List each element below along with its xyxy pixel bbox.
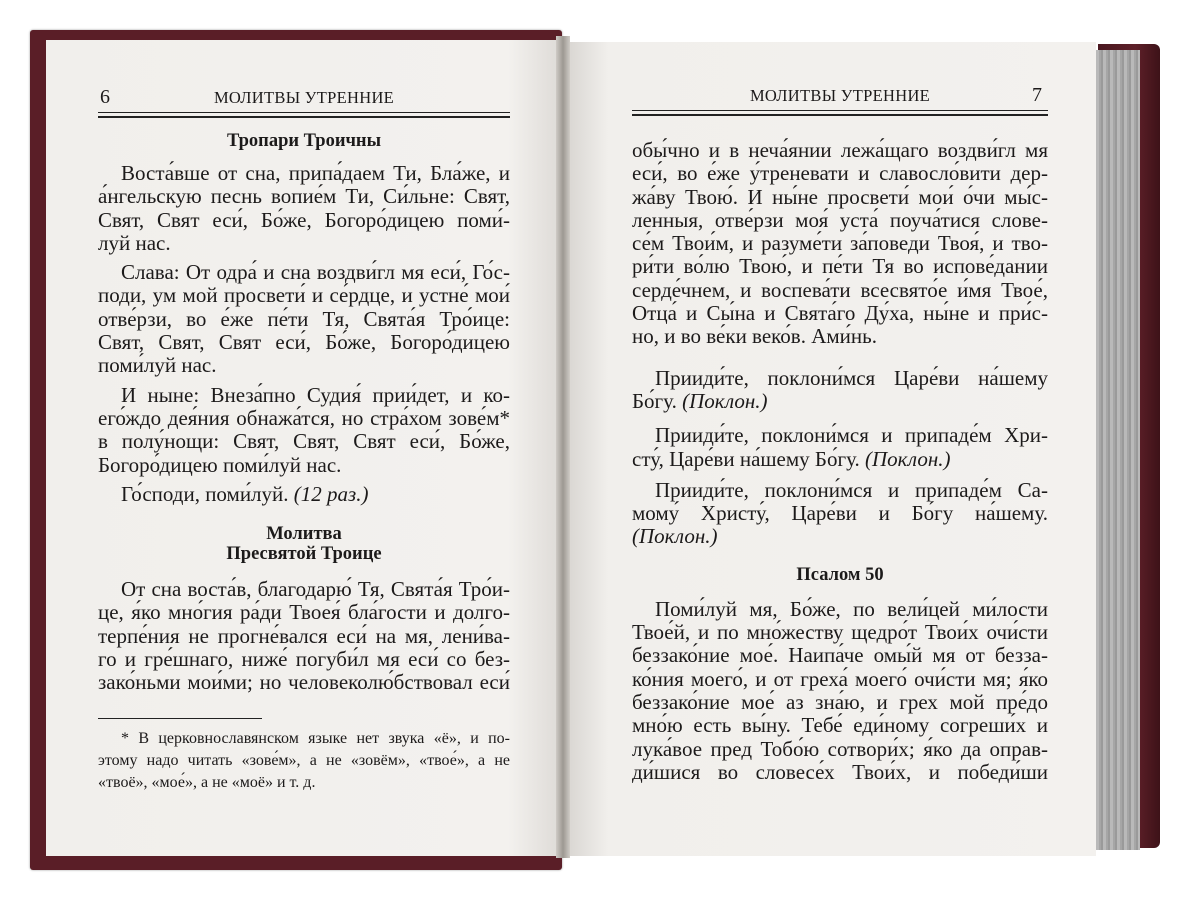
page-number: 6 (100, 86, 110, 108)
paragraph (98, 261, 510, 377)
text-block (632, 139, 1048, 549)
footnote-rule (98, 718, 262, 719)
paragraph (632, 139, 1048, 349)
text-line (98, 483, 510, 506)
paragraph (632, 424, 1048, 471)
text-line: ко́ния моего́, и от греха́ моего́ очи́сти мя; я́ко (632, 666, 1048, 691)
text-line: лука́вое пред Тобо́ю сотвори́х; я́ко да оправ- (632, 736, 1048, 761)
text-line: а́нгельскую песнь вопие́м Ти, Си́льне: Свят, (98, 184, 510, 209)
text-line: жа́ву Твою́. И ны́не просвети́ мои́ о́чи мы́с- (632, 184, 1048, 209)
text-segment: сту́, Царе́ви на́шему Бо́гу. (632, 446, 865, 471)
text-line: Свят, Свят, Свят еси́, Бо́же, Богоро́дицею (98, 330, 510, 355)
text-line: ри́ти во́лю Твою́, и пе́ти Тя во испове́дании (632, 254, 1048, 279)
text-line: И ныне: Внеза́пно Судия́ прии́дет, и ко- (121, 382, 510, 407)
text-line: ленныя, отве́рзи моя́ уста́ поуча́тися слове- (632, 207, 1048, 232)
paragraph (98, 384, 510, 477)
page-block-edges (1094, 50, 1140, 850)
text-line: Прииди́те, поклони́мся и припаде́м Са- (655, 477, 1048, 502)
text-line: серде́чнем, и воспева́ти всесвято́е и́мя Твое́, (632, 277, 1048, 302)
header-rule (632, 110, 1048, 111)
book-gutter (556, 36, 570, 858)
right-text-column (632, 139, 1048, 784)
paragraph (98, 162, 510, 255)
text-line: Свят, Свят еси́, Бо́же, Богоро́дицею поми́- (98, 207, 510, 232)
text-line: се́м Твои́м, и разуме́ти за́поведи Твоя́, и тво- (632, 231, 1048, 256)
paragraph (98, 578, 510, 694)
italic-rubric: (12 раз.) (293, 481, 369, 506)
text-block (98, 162, 510, 506)
text-line (632, 390, 1048, 413)
section-title: Псалом 50 (796, 564, 884, 585)
text-block (632, 598, 1048, 784)
text-line: го и гре́шнаго, ниже́ погуби́л мя еси́ со без- (98, 647, 510, 672)
text-line: поди, ум мой просвети́ и се́рдце, и устне́ мои́ (98, 283, 510, 308)
paragraph (98, 483, 510, 506)
header-rule (632, 114, 1048, 116)
header-rule (98, 112, 510, 113)
page-number: 7 (1032, 84, 1042, 106)
text-line: Отца́ и Сы́на и Свята́го Ду́ха, ны́не и при́с- (632, 301, 1048, 326)
text-block (98, 578, 510, 694)
text-line: це, я́ко мно́гия ра́ди Твоея́ бла́гости и долго- (98, 600, 510, 625)
left-text-column (98, 131, 510, 695)
italic-rubric: (Поклон.) (682, 388, 768, 413)
text-line: беззако́ние мое́. Наипа́че омы́й мя от безза- (632, 643, 1048, 668)
text-line: Прииди́те, поклони́мся и припаде́м Хри- (655, 423, 1048, 448)
text-line: отве́рзи, во е́же пе́ти Тя, Свята́я Тро́ице: (98, 306, 510, 331)
section-title: Тропари Троичны (226, 131, 382, 151)
text-line: Поми́луй мя, Бо́же, по вели́цей ми́лости (655, 596, 1048, 621)
text-line: его́ждо дея́ния обнажа́тся, но стра́хом зове́м* (98, 405, 510, 430)
footnote-line: «твоё», «мое́», а не «моё» и т. д. (98, 774, 316, 791)
text-line: Прииди́те, поклони́мся Царе́ви на́шему (655, 365, 1048, 390)
header-rule (98, 116, 510, 118)
running-title: МОЛИТВЫ УТРЕННИЕ (749, 86, 931, 105)
text-line: зако́ньми мои́ми; но человеколю́бствовал еси́ (98, 670, 510, 695)
text-line: Богоро́дицею поми́луй нас. (98, 452, 342, 477)
footnote (98, 728, 510, 794)
text-line: еси́, во е́же у́треневати и славосло́вити дер- (632, 161, 1048, 186)
paragraph (632, 479, 1048, 549)
text-line: луй нас. (98, 230, 171, 255)
text-line: но, и во ве́ки веко́в. Ами́нь. (632, 324, 877, 349)
text-line: поми́луй нас. (98, 353, 217, 378)
italic-rubric: (Поклон.) (865, 446, 951, 471)
text-line: Слава: От одра́ и сна воздви́гл мя еси́, Го́с- (121, 260, 510, 285)
paragraph (632, 598, 1048, 784)
running-title: МОЛИТВЫ УТРЕННИЕ (213, 88, 395, 107)
text-line (632, 448, 1048, 471)
text-line: обы́чно и в неча́янии лежа́щаго воздви́гл мя (632, 138, 1048, 162)
italic-rubric: (Поклон.) (632, 524, 718, 549)
section-title-line: Молитва (266, 524, 342, 545)
text-line: мно́ю есть вы́ну. Тебе́ еди́ному согреши́х и (632, 713, 1048, 738)
section-title-line: Пресвятой Троице (226, 544, 382, 565)
text-line: в полу́нощи: Свят, Свят, Свят еси́, Бо́же, (98, 429, 510, 454)
text-segment: Бо́гу. (632, 388, 683, 413)
footnote-line: * В церковнославянском языке нет звука «ё», и по- (121, 730, 510, 747)
text-line (632, 525, 1048, 548)
text-segment: Го́споди, поми́луй. (121, 481, 294, 506)
paragraph (632, 367, 1048, 414)
footnote-line: этому надо читать «зове́м», а не «зовём», «твое́», а не (98, 752, 510, 769)
text-line: Воста́вше от сна, припа́даем Ти, Бла́же, и (121, 161, 510, 185)
text-line: От сна воста́в, благодарю́ Тя, Свята́я Тро́и- (121, 577, 510, 602)
section-title-prayer (98, 524, 510, 564)
text-line: Твое́й, и по мно́жеству щедро́т Твои́х очи́сти (632, 620, 1048, 645)
text-line: беззако́ние мое́ аз зна́ю, и грех мой пре́до (632, 689, 1048, 714)
text-line: ди́шися во словесе́х Твои́х, и победи́ши (632, 759, 1048, 784)
text-line: мому́ Христу́, Царе́ви и Бо́гу на́шему. (632, 501, 1048, 526)
text-line: терпе́ния не прогне́вался еси́ на мя, лени́ва- (98, 623, 510, 648)
